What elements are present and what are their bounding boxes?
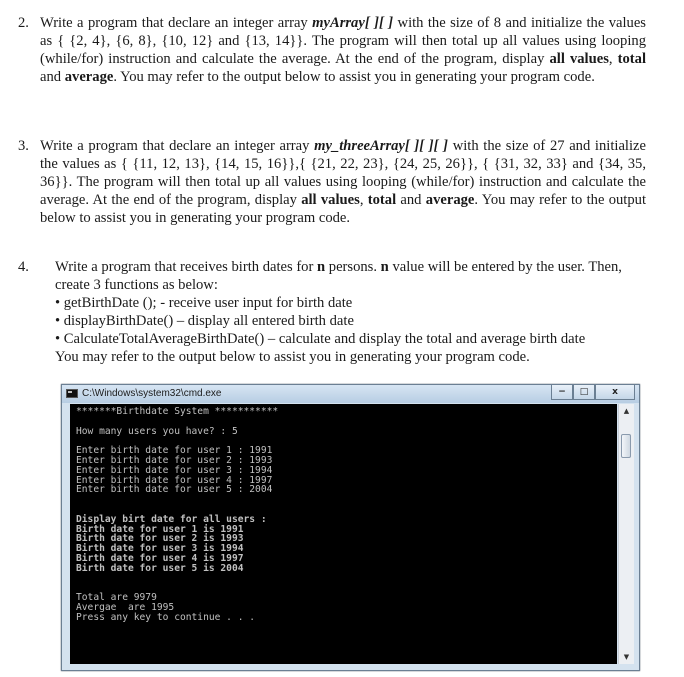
console-line: Birth date for user 2 is 1993 [76, 533, 244, 545]
console-line: Enter birth date for user 4 : 1997 [76, 474, 273, 486]
function-bullet: • displayBirthDate() – display all entered birth date [55, 313, 354, 329]
console-line: Total are 9979 [76, 592, 157, 604]
question-4 [18, 258, 646, 366]
window-controls [551, 385, 635, 401]
console-line: Enter birth date for user 3 : 1994 [76, 464, 273, 476]
console-line [76, 583, 617, 593]
question-text: Write a program that declare an integer array myArray[ ][ ] with the size of 8 and initialize the values as { {2, 4}, {6, 8}, {10, 12} and {13, 14}}. The program will then total up all values using looping (while/for) instruction and calculate the average. At the end of the program, display all values, total and average. You may refer to the output below to assist you in generating your program code. [40, 15, 647, 85]
question-number: 3. [18, 138, 29, 154]
minimize-button[interactable]: − [551, 385, 573, 400]
console-line: Birth date for user 5 is 2004 [76, 562, 244, 574]
console-line: *******Birthdate System *********** [76, 406, 279, 417]
console-line: Birth date for user 1 is 1991 [76, 523, 244, 535]
console-line: Enter birth date for user 1 : 1991 [76, 445, 273, 457]
console-line [76, 574, 617, 584]
function-bullet: • CalculateTotalAverageBirthDate() – calculate and display the total and average birth date [55, 331, 586, 347]
console-line: Enter birth date for user 2 : 1993 [76, 454, 273, 466]
console-output[interactable] [70, 404, 617, 664]
question-text: Write a program that receives birth dates for n persons. n value will be entered by the user. Then, create 3 functions as below: • getBirthDate (); - receive user input for birth date • displayBirthDate() – display all entered birth date • CalculateTotalAverageBirthDate() – calculate and display the total and average birth date You may refer to the output below to assist you in generating your program code. [55, 258, 646, 366]
maximize-button[interactable]: □ [573, 385, 595, 400]
question-2 [18, 14, 646, 86]
scroll-up-icon[interactable]: ▲ [623, 407, 630, 415]
array-name: myArray[ ][ ] [312, 15, 394, 31]
console-line: How many users you have? : 5 [76, 425, 238, 437]
console-line: Display birt date for all users : [76, 513, 267, 525]
question-3 [18, 137, 646, 227]
question-number: 2. [18, 15, 29, 31]
function-bullet: • getBirthDate (); - receive user input for birth date [55, 295, 353, 311]
window-title: C:\Windows\system32\cmd.exe [82, 388, 222, 399]
question-number: 4. [18, 259, 29, 275]
console-line: Birth date for user 3 is 1994 [76, 543, 244, 555]
console-line: Enter birth date for user 5 : 2004 [76, 484, 273, 496]
vertical-scrollbar[interactable] [618, 404, 634, 664]
console-line: Avergae are 1995 [76, 601, 175, 613]
title-bar[interactable] [62, 385, 639, 403]
scroll-down-icon[interactable]: ▼ [623, 653, 630, 661]
array-name: my_threeArray[ ][ ][ ] [314, 138, 449, 154]
console-line: Birth date for user 4 is 1997 [76, 552, 244, 564]
closing-sentence: You may refer to the output below to assist you in generating your program code. [55, 349, 530, 365]
console-line: Press any key to continue . . . [76, 611, 256, 623]
question-text: Write a program that declare an integer array my_threeArray[ ][ ][ ] with the size of 27 and initialize the values as { {11, 12, 13}, {14, 15, 16}},{ {21, 22, 23}, {24, 25, 26}}, { {31, 32, 33} and {34, 35, 36}}. The program will then total up all values using looping (while/for) instruction and calculate the average. At the end of the program, display all values, total and average. You may refer to the output below to assist you in generating your program code. [40, 138, 646, 226]
cmd-window [61, 384, 640, 671]
cmd-app-icon[interactable] [66, 389, 78, 398]
scroll-thumb[interactable] [621, 434, 631, 458]
console-line [76, 495, 617, 505]
close-button[interactable]: x [595, 385, 635, 400]
